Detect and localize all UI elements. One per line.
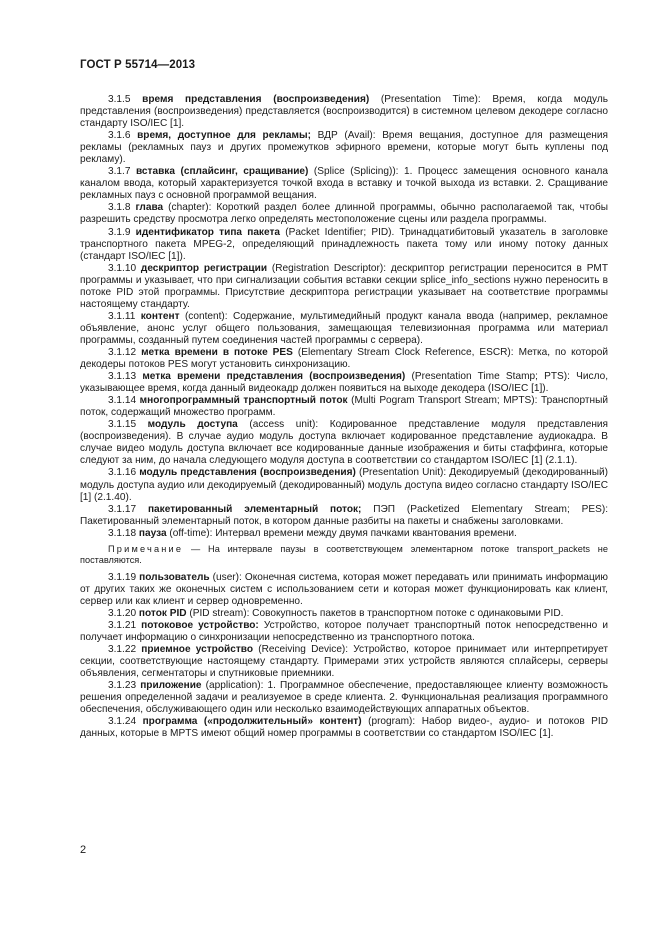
definitions-body (80, 94, 608, 740)
definition-entry (80, 202, 608, 226)
entry-definition: (Packet Identifier; PID). Тринадцатибитовый указатель в заголовке транспортного пакета MPEG-2, определяющий принадлежность пакета тому или иному потоку данных (стандарт ISO/IEC [1]). (80, 226, 608, 262)
entry-definition: (Presentation Unit): Декодируемый (декодированный) модуль доступа аудио или декодируемый (декодированный) модуль доступа видео согласно стандарту ISO/IEC [1] (2.1.40). (80, 467, 608, 503)
entry-number: 3.1.15 (108, 419, 137, 431)
entry-definition: (program): Набор видео-, аудио- и потоков PID данных, которые в MPTS имеют общий номер программы в соответствии со стандартом ISO/IEC [1]. (80, 716, 609, 740)
entry-number: 3.1.23 (108, 679, 137, 691)
definition-entry (80, 263, 608, 311)
entry-definition: (Splice (Splicing)): 1. Процесс замещения основного канала каналом ввода, который характеризуется точкой входа в вставку и точкой выхода из вставки. 2. Сращивание рекламных пауз с основной программой вещания. (80, 166, 608, 202)
entry-number: 3.1.11 (108, 310, 136, 322)
entry-definition: (Multi Pogram Transport Stream; MPTS): Транспортный поток, содержащий множество программ. (80, 395, 609, 419)
standard-header: ГОСТ Р 55714—2013 (80, 59, 196, 71)
definition-entry (80, 311, 608, 347)
entry-term: модуль доступа (147, 419, 238, 431)
entry-number: 3.1.14 (108, 395, 137, 407)
entry-term: глава (135, 202, 164, 214)
definition-entry (80, 347, 608, 371)
definition-entry (80, 166, 608, 202)
page-number: 2 (80, 844, 87, 856)
entry-term: программа («продолжительный» контент) (142, 716, 362, 728)
entry-definition: (Receiving Device): Устройство, которое принимает или интерпретирует секции, соответствующие настоящему стандарту. Примерами этих устройств являются сплайсеры, серверы объявления, сегментаторы и спутниковые приемники. (80, 643, 608, 679)
entry-term: идентификатор типа пакета (135, 226, 281, 238)
entry-term: время, доступное для рекламы; (137, 130, 311, 142)
entry-number: 3.1.13 (108, 371, 137, 383)
definition-entry (80, 572, 608, 608)
entry-definition: (content): Содержание, мультимедийный продукт канала ввода (например, рекламное объявление, анонс услуг общего пользования, замещающая телевизионная программа или материал программы, созданный путем соединения частей программы с сервера). (80, 310, 608, 346)
entry-definition: (Presentation Time Stamp; PTS): Число, указывающее время, когда данный видеокадр должен появиться на выходе декодера (ISO/IEC [1]). (80, 371, 608, 395)
definition-entry (80, 395, 608, 419)
definition-entry (80, 130, 608, 166)
definition-entry (80, 620, 608, 644)
note (80, 544, 608, 567)
entry-number: 3.1.18 (108, 527, 137, 539)
definition-entry (80, 716, 608, 740)
entry-definition: (access unit): Кодированное представление модуля представления (воспроизведения). В случае аудио модуль доступа включает кодированное представление аудиокадра. В случае видео модуль доступа включает все кодированные данные изображения и биты стаффинга, которые следуют за ним, до начала следующего модуля доступа в соответствии со стандартом ISO/IEC [1] (2.1.1). (80, 419, 608, 467)
entry-number: 3.1.10 (108, 262, 137, 274)
note-text: — На интервале паузы в соответствующем элементарном потоке transport_packets не поставляются. (80, 543, 608, 566)
entry-definition: (PID stream): Совокупность пакетов в транспортном потоке с одинаковыми PID. (186, 607, 564, 619)
definition-entry (80, 94, 608, 130)
definitions-list-b (80, 572, 608, 741)
entry-term: модуль представления (воспроизведения) (139, 467, 356, 479)
entry-term: потоковое устройство: (141, 619, 259, 631)
entry-term: контент (140, 310, 180, 322)
entry-number: 3.1.22 (108, 643, 137, 655)
entry-number: 3.1.9 (108, 226, 131, 238)
entry-term: пауза (138, 527, 167, 539)
entry-number: 3.1.7 (108, 166, 131, 178)
definition-entry (80, 371, 608, 395)
entry-definition: (Registration Descriptor): дескриптор регистрации переносится в PMT программы и указывает, что при сигнализации события вставки секции splice_info_sections нужно переносить в потоке PID этой программы. Присутствие дескриптора регистрации указывает на соответствие программы настоящему стандарту. (80, 262, 608, 310)
entry-definition: (user): Оконечная система, которая может передавать или принимать информацию от других таких же оконечных систем с использованием сети и которая может функционировать как клиент, сервер или как клиент и сервер одновременно. (80, 571, 608, 607)
entry-number: 3.1.16 (108, 467, 137, 479)
entry-number: 3.1.20 (108, 607, 137, 619)
entry-definition: ПЭП (Packetized Elementary Stream; PES): Пакетированный элементарный поток, в котором данные разбиты на пакеты и снабжены заголовками. (80, 503, 608, 527)
definition-entry (80, 504, 608, 528)
entry-number: 3.1.19 (108, 571, 137, 583)
entry-definition: (off-time): Интервал времени между двумя пачками квантования времени. (166, 527, 517, 539)
definitions-list-a (80, 94, 608, 540)
entry-term: пользователь (139, 571, 210, 583)
entry-term: дескриптор регистрации (140, 262, 268, 274)
definition-entry (80, 528, 608, 540)
entry-number: 3.1.24 (108, 716, 137, 728)
entry-definition: (Elementary Stream Clock Reference, ESCR): Метка, по которой декодеры потоков PES могут установить синхронизацию. (80, 346, 609, 371)
entry-definition: (chapter): Короткий раздел более длинной программы, обычно располагаемой так, чтобы разрешить средству просмотра легко определять местоположение сцены или раздела программы. (80, 202, 608, 226)
entry-term: вставка (сплайсинг, сращивание) (135, 166, 309, 178)
definition-entry (80, 227, 608, 263)
entry-definition: Устройство, которое получает транспортный поток непосредственно и получает информацию о синхронизации непосредственно из транспортного потока. (80, 619, 609, 643)
entry-number: 3.1.6 (108, 130, 131, 142)
entry-definition: (application): 1. Программное обеспечение, предоставляющее клиенту возможность решения определенной задачи и реализуемое в среде клиента. 2. Функциональная реализация программного обеспечения, обслуживающего один или несколько взаимодействующих аппаратных объектов. (80, 679, 608, 716)
entry-number: 3.1.12 (108, 346, 137, 358)
entry-definition: (Presentation Time): Время, когда модуль представления (воспроизведения) представляется (воспроизводится) в системном целевом декодере согласно стандарту ISO/IEC [1]. (80, 94, 608, 130)
note-label: Примечание (108, 543, 184, 554)
entry-term: приемное устройство (141, 643, 254, 655)
definition-entry (80, 644, 608, 680)
entry-term: время представления (воспроизведения) (142, 94, 370, 105)
definition-entry (80, 608, 608, 620)
entry-term: многопрограммный транспортный поток (139, 395, 348, 407)
definition-entry (80, 467, 608, 503)
entry-definition: ВДР (Avail): Время вещания, доступное для размещения рекламы (рекламных пауз и других промежутков эфирного времени, которые могут быть куплены под рекламу). (80, 130, 608, 166)
entry-term: приложение (140, 679, 202, 691)
entry-term: пакетированный элементарный поток; (147, 503, 362, 515)
entry-number: 3.1.5 (108, 94, 131, 105)
entry-number: 3.1.8 (108, 202, 131, 214)
entry-term: метка времени представления (воспроизведения) (142, 371, 406, 383)
entry-term: поток PID (138, 607, 187, 619)
entry-number: 3.1.17 (108, 503, 137, 515)
entry-term: метка времени в потоке PES (141, 346, 293, 358)
entry-number: 3.1.21 (108, 619, 137, 631)
definition-entry (80, 680, 608, 716)
definition-entry (80, 419, 608, 467)
